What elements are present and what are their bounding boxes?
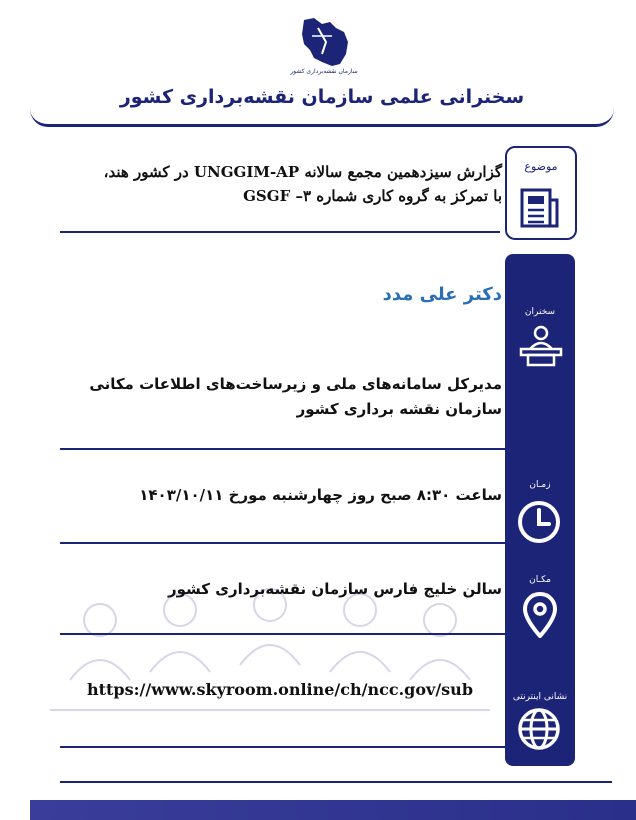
location-pin-icon — [522, 592, 558, 642]
topic-text — [22, 160, 502, 208]
bottom-rule — [60, 781, 612, 783]
audience-watermark — [40, 560, 500, 730]
speaker-podium-icon — [518, 325, 564, 371]
footer-bar — [30, 800, 636, 820]
organization-caption: سازمان نقشه‌برداری کشور — [290, 68, 358, 75]
topic-label: موضوع — [524, 160, 558, 173]
page-title: سخنرانی علمی سازمان نقشه‌برداری کشور — [119, 86, 525, 108]
clock-icon — [517, 500, 561, 548]
divider — [60, 746, 505, 748]
divider — [60, 448, 505, 450]
divider — [60, 542, 505, 544]
organization-logo — [292, 14, 356, 80]
place-label: مکـان — [529, 575, 551, 585]
document-icon — [520, 186, 560, 234]
speaker-role — [42, 372, 502, 422]
place-text: سالن خلیج فارس سازمان نقشه‌برداری کشور — [167, 580, 502, 598]
speaker-name: دکتر علی مدد — [382, 284, 502, 305]
link-label: نشانی اینترنتی — [512, 692, 568, 702]
time-text: ساعت ۸:۳۰ صبح روز چهارشنبه مورخ ۱۴۰۳/۱۰/۱۱ — [139, 486, 502, 504]
speaker-label: سخنران — [524, 307, 556, 317]
event-link[interactable]: https://www.skyroom.online/ch/ncc.gov/sub — [87, 680, 473, 699]
speaker-role-line-2: سازمان نقشه برداری کشور — [296, 400, 502, 418]
time-label: زمـان — [529, 480, 551, 490]
divider — [60, 231, 500, 233]
topic-line-2: با تمرکز به گروه کاری شماره ۳– GSGF — [243, 187, 502, 205]
topic-line-1: گزارش سیزدهمین مجمع سالانه UNGGIM-AP در کشور هند، — [103, 163, 502, 181]
speaker-role-line-1: مدیرکل سامانه‌های ملی و زیرساخت‌های اطلاعات مکانی — [89, 375, 502, 393]
globe-icon — [517, 707, 561, 755]
